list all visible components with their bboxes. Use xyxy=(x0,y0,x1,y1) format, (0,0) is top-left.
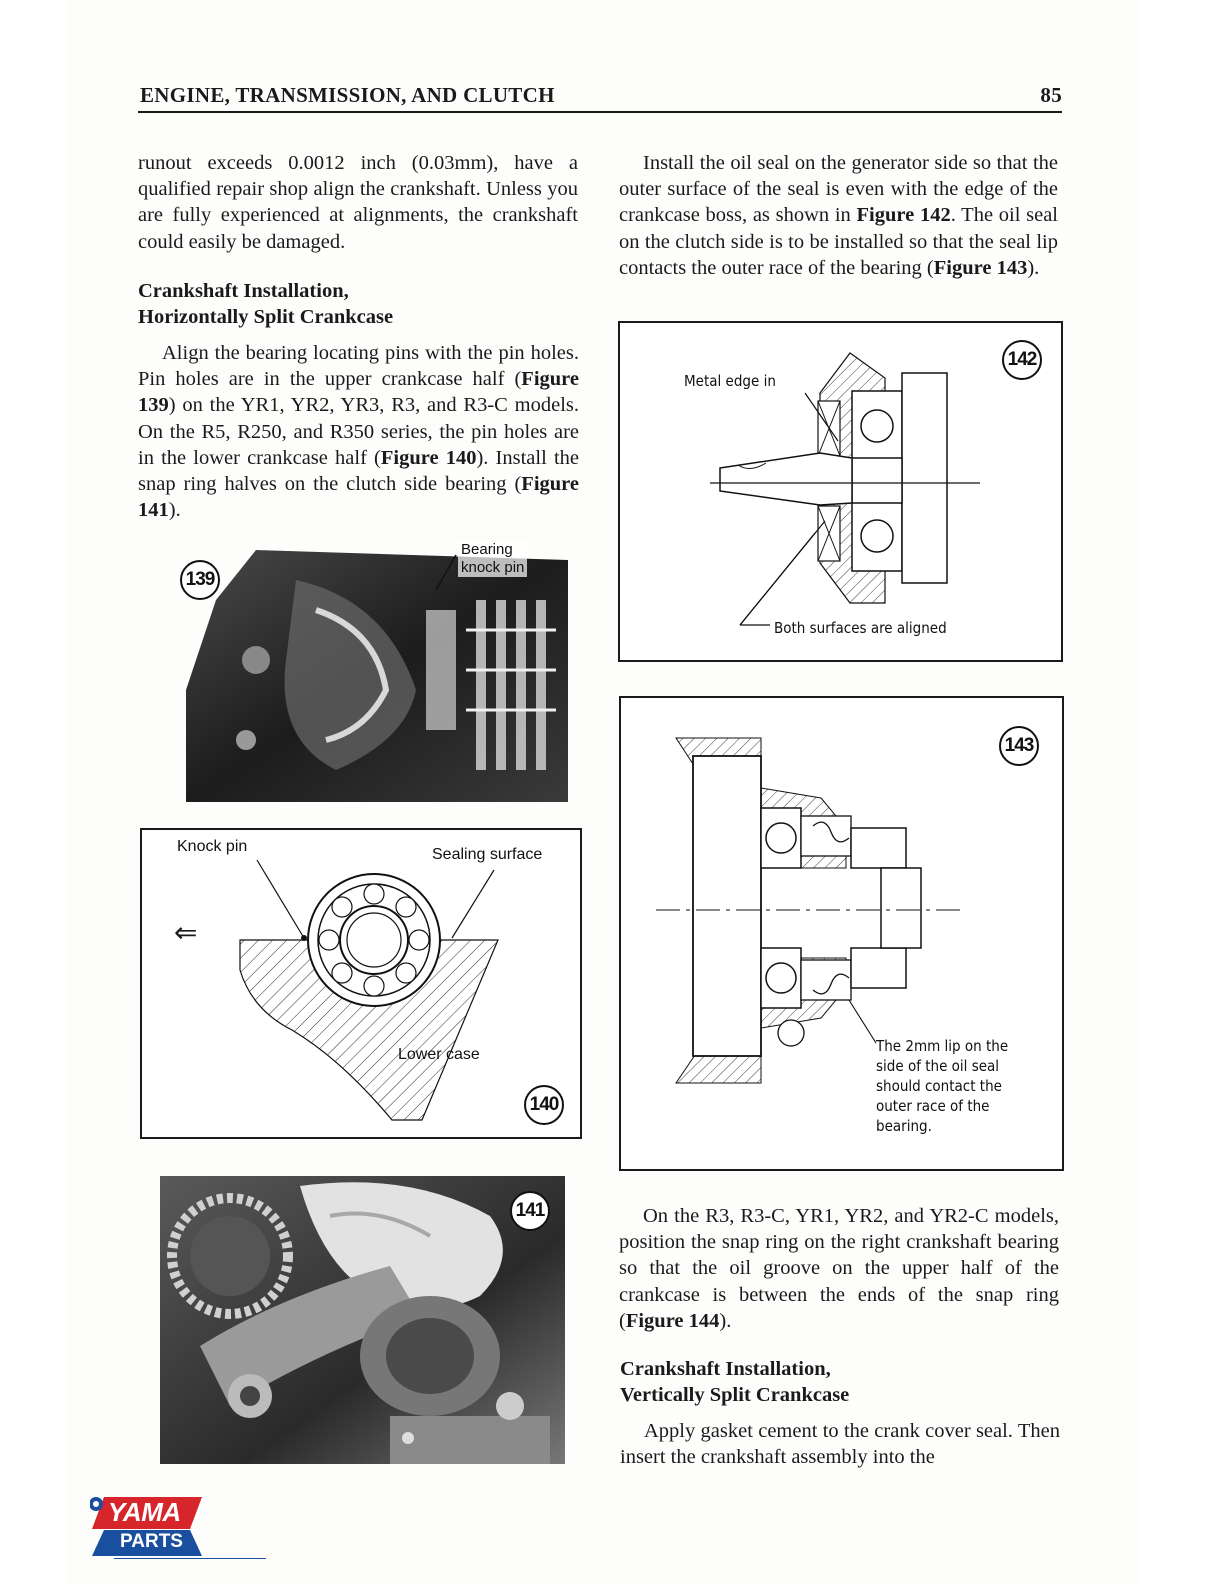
left-section-heading: Crankshaft Installation, Horizontally Split Crankcase xyxy=(138,280,394,328)
figure-143-box xyxy=(619,696,1064,1171)
right-paragraph-2: On the R3, R3-C, YR1, YR2, and YR2-C models, position the snap ring on the right crankshaft bearing so that the oil groove on the upper half of the crankcase is between the ends of the snap ring (Figure 144). xyxy=(619,1205,1059,1332)
figure-140-ref: Figure 140 xyxy=(380,446,477,469)
right-paragraph-3: Apply gasket cement to the crank cover seal. Then insert the crankshaft assembly into the xyxy=(620,1420,1060,1469)
logo-text-yama: YAMA xyxy=(108,1497,181,1527)
figure-142-badge: 142 xyxy=(1002,340,1042,380)
yama-logo xyxy=(90,1495,202,1531)
knock-pin-label: Knock pin xyxy=(177,838,248,855)
lower-case-label: Lower case xyxy=(398,1046,480,1063)
logo-text-parts: PARTS xyxy=(120,1531,183,1552)
figure-139-label: Bearing knock pin xyxy=(458,541,527,577)
right-paragraph-1: Install the oil seal on the generator side so that the outer surface of the seal is even with the edge of the crankcase boss, as shown in Figure 142. The oil seal on the clutch side is to be installed so that the seal lip contacts the outer race of the bearing (Figure 143). xyxy=(619,152,1058,279)
page-number: 85 xyxy=(1040,83,1062,107)
figure-142-ref: Figure 142 xyxy=(856,204,951,227)
figure-143-caption: The 2mm lip on the side of the oil seal should contact the outer race of the bearing. xyxy=(876,1037,1009,1135)
header-rule xyxy=(138,111,1062,113)
metal-edge-label: Metal edge in xyxy=(684,372,776,390)
figure-143-ref: Figure 143 xyxy=(933,256,1028,279)
figure-140-badge: 140 xyxy=(524,1085,564,1125)
left-body-paragraph: Align the bearing locating pins with the pin holes. Pin holes are in the upper crankcase half (Figure 139) on the YR1, YR2, YR3, R3, and R3-C models. On the R5, R250, and R350 series, the pin holes are in the lower crankcase half (Figure 140). Install the snap ring halves on the clutch side bearing (Figure 141). xyxy=(138,342,579,522)
sealing-surface-label: Sealing surface xyxy=(432,846,543,863)
right-section-heading: Crankshaft Installation, Vertically Split Crankcase xyxy=(620,1358,850,1406)
figure-141-photo xyxy=(160,1176,565,1464)
figure-139-ref: Figure 139 xyxy=(138,368,579,417)
left-intro-paragraph: runout exceeds 0.0012 inch (0.03mm), have a qualified repair shop align the crankshaft. Unless you are fully experienced at alignments, the crankshaft could easily be damaged. xyxy=(138,152,578,253)
direction-arrow-icon: ⇐ xyxy=(174,916,198,949)
figure-142-box xyxy=(618,321,1063,662)
figure-141-ref: Figure 141 xyxy=(138,473,579,522)
figure-139-badge: 139 xyxy=(180,560,220,600)
parts-logo xyxy=(90,1530,202,1556)
figure-141-badge: 141 xyxy=(510,1191,550,1231)
running-header: ENGINE, TRANSMISSION, AND CLUTCH xyxy=(140,83,555,107)
both-surfaces-label: Both surfaces are aligned xyxy=(774,619,947,637)
figure-140-box xyxy=(140,828,582,1139)
figure-144-ref: Figure 144 xyxy=(625,1309,720,1332)
logo-underline xyxy=(114,1558,266,1559)
figure-143-badge: 143 xyxy=(999,726,1039,766)
figure-139-photo xyxy=(186,540,568,802)
